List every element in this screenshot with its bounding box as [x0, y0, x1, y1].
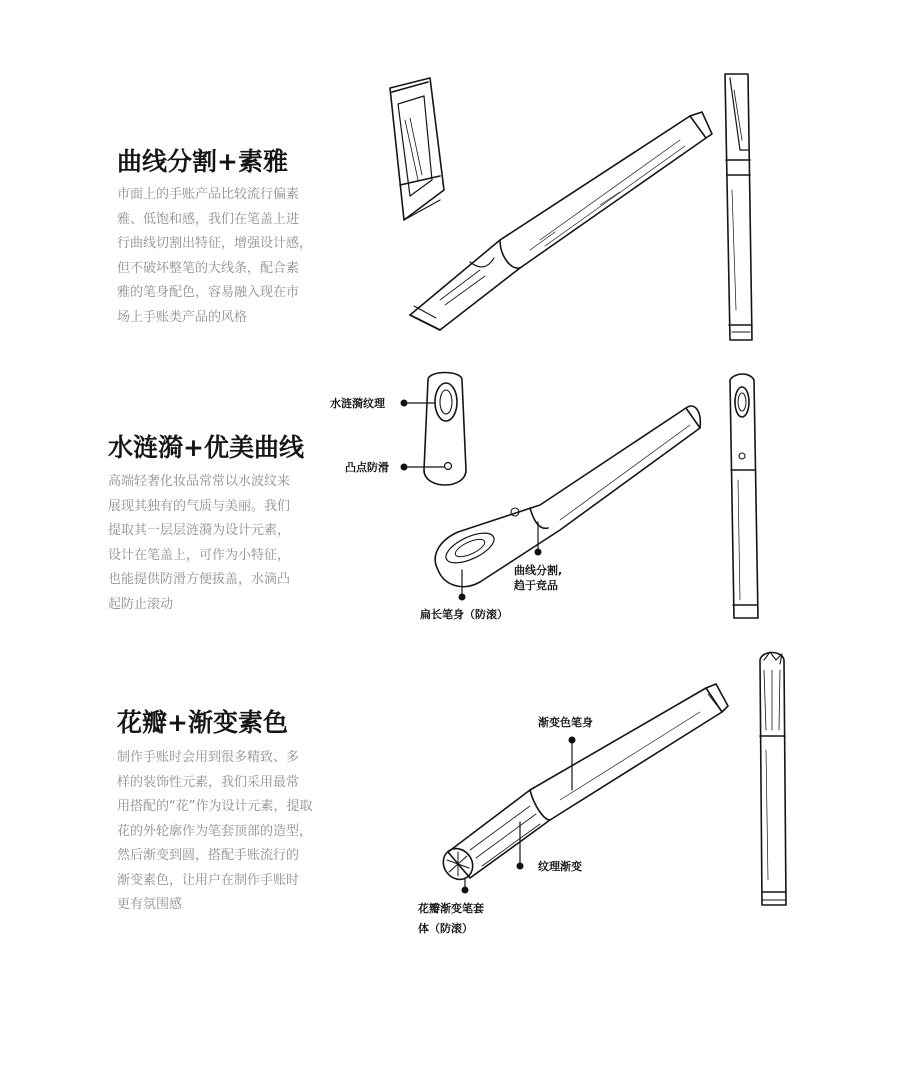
description-line: 提取其一层层涟漪为设计元素，: [108, 523, 291, 538]
description-line: 行曲线切割出特征，增强设计感，: [117, 236, 313, 251]
description-line: 雅的笔身配色，容易融入现在市: [117, 285, 300, 300]
annotation-label: 纹理渐变: [538, 860, 582, 873]
annotation-label: 曲线分割,: [514, 564, 563, 577]
description-line: 起防止滚动: [108, 596, 174, 612]
description-line: 用搭配的“花”作为设计元素，提取: [117, 799, 313, 814]
description-line: 也能提供防滑方便拔盖，水滴凸: [108, 572, 291, 587]
section-title: 曲线分割+素雅: [117, 147, 288, 176]
annotation-label: 趋于竞品: [514, 579, 558, 592]
annotation-label: 水涟漪纹理: [330, 397, 385, 410]
annotation-petal-cap: [417, 878, 484, 935]
section-title: 花瓣+渐变素色: [117, 708, 288, 737]
annotation-label: 扁长笔身（防滚）: [420, 608, 508, 621]
annotation-gradient-body: [537, 715, 593, 790]
description-line: 制作手账时会用到很多精致、多: [117, 750, 300, 765]
description-line: 雅、低饱和感，我们在笔盖上进: [117, 211, 300, 227]
description-line: 然后渐变到圆，搭配手账流行的: [117, 848, 300, 863]
annotation-label: 体（防滚）: [418, 922, 473, 935]
description-line: 高端轻奢化妆品常常以水波纹来: [108, 474, 291, 489]
description-line: 但不破坏整笔的大线条，配合素: [117, 260, 300, 276]
description-line: 样的装饰性元素，我们采用最常: [117, 774, 300, 790]
annotation-texture-gradient: [517, 822, 583, 873]
description-line: 花的外轮廓作为笔套顶部的造型，: [117, 823, 313, 839]
description-line: 设计在笔盖上，可作为小特征，: [108, 547, 291, 563]
annotation-label: 凸点防滑: [345, 461, 389, 474]
description-line: 场上手账类产品的风格: [117, 309, 248, 325]
annotation-label: 渐变色笔身: [538, 716, 593, 729]
description-line: 市面上的手账产品比较流行偏素: [117, 187, 300, 202]
section-title: 水涟漪+优美曲线: [108, 433, 304, 462]
vertical-pen-sketch: [760, 652, 786, 905]
description-line: 更有氛围感: [117, 897, 183, 912]
diagonal-pen-sketch: [437, 684, 728, 885]
description-line: 渐变素色，让用户在制作手账时: [117, 872, 300, 888]
description-line: 展现其独有的气质与美丽。我们: [108, 498, 291, 514]
annotation-label: 花瓣渐变笔套: [418, 902, 484, 915]
